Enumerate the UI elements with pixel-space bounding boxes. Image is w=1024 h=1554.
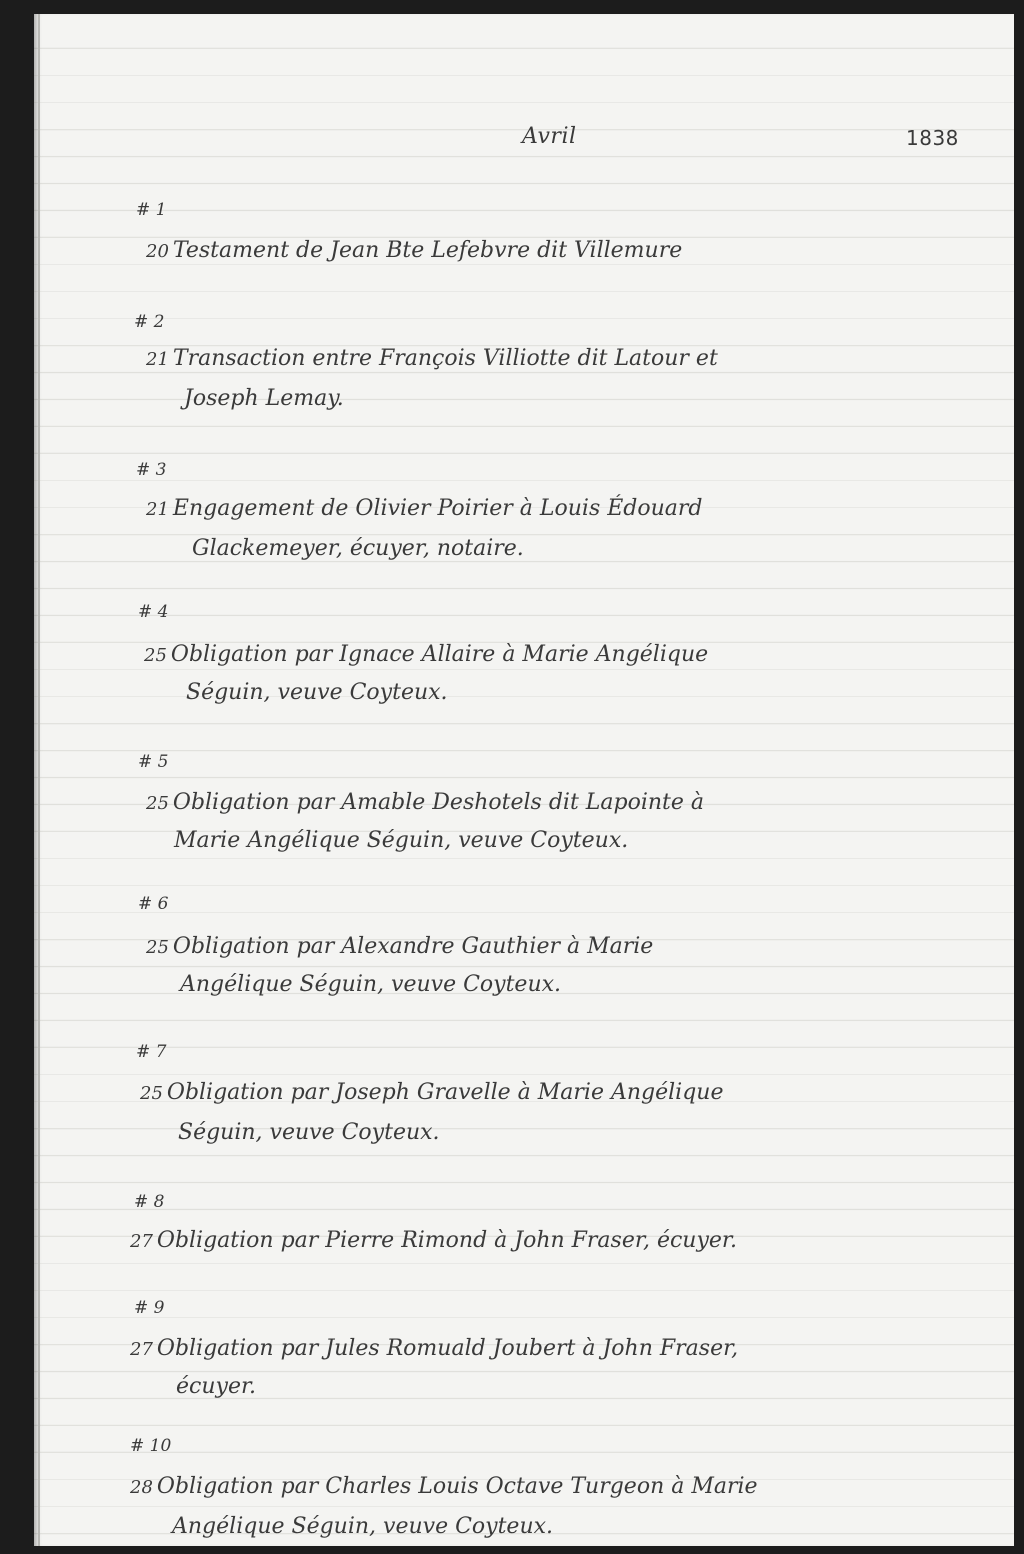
entry-day: 21 bbox=[146, 499, 169, 520]
page-month-heading: Avril bbox=[522, 124, 577, 149]
entry-line-continued: Séguin, veuve Coyteux. bbox=[186, 680, 448, 705]
page-margin-line bbox=[38, 14, 40, 1546]
entry-line-continued: Glackemeyer, écuyer, notaire. bbox=[192, 536, 524, 561]
entry-day: 20 bbox=[146, 241, 169, 262]
entry-text: Obligation par Amable Deshotels dit Lapointe à bbox=[172, 790, 705, 815]
entry-day: 25 bbox=[146, 793, 169, 814]
entry-line bbox=[146, 496, 703, 521]
entry-number: # 4 bbox=[138, 602, 169, 622]
entry-text: Obligation par Pierre Rimond à John Fraser, écuyer. bbox=[156, 1228, 737, 1253]
entry-number: # 6 bbox=[138, 894, 169, 914]
entry-day: 27 bbox=[130, 1339, 153, 1360]
notebook-page bbox=[34, 14, 1014, 1546]
entry-day: 25 bbox=[140, 1083, 163, 1104]
entry-line bbox=[144, 642, 708, 667]
entry-day: 28 bbox=[130, 1477, 153, 1498]
entry-text: Obligation par Joseph Gravelle à Marie Angélique bbox=[166, 1080, 724, 1105]
entry-day: 27 bbox=[130, 1231, 153, 1252]
entry-line bbox=[146, 934, 653, 959]
entry-text: Engagement de Olivier Poirier à Louis Édouard bbox=[172, 496, 703, 521]
entry-line bbox=[130, 1228, 737, 1253]
entry-day: 25 bbox=[144, 645, 167, 666]
entry-number: # 9 bbox=[134, 1298, 165, 1318]
entry-line bbox=[130, 1336, 738, 1361]
entry-text: Obligation par Alexandre Gauthier à Marie bbox=[172, 934, 654, 959]
entry-text: Obligation par Jules Romuald Joubert à John Fraser, bbox=[156, 1336, 739, 1361]
entry-number: # 8 bbox=[134, 1192, 165, 1212]
entry-number: # 7 bbox=[136, 1042, 167, 1062]
entry-line-continued: Angélique Séguin, veuve Coyteux. bbox=[172, 1514, 554, 1539]
entry-line-continued: Joseph Lemay. bbox=[184, 386, 344, 411]
entry-number: # 1 bbox=[136, 200, 167, 220]
entry-line-continued: Marie Angélique Séguin, veuve Coyteux. bbox=[174, 828, 629, 853]
entry-line bbox=[146, 238, 682, 263]
entry-text: Testament de Jean Bte Lefebvre dit Villemure bbox=[172, 238, 683, 263]
entry-number: # 10 bbox=[130, 1436, 172, 1456]
entry-text: Obligation par Ignace Allaire à Marie Angélique bbox=[170, 642, 709, 667]
entry-number: # 3 bbox=[136, 460, 167, 480]
entry-line bbox=[130, 1474, 758, 1499]
page-year: 1838 bbox=[906, 126, 959, 150]
entry-day: 21 bbox=[146, 349, 169, 370]
entry-line bbox=[146, 346, 718, 371]
entry-line-continued: Séguin, veuve Coyteux. bbox=[178, 1120, 440, 1145]
entry-line bbox=[140, 1080, 723, 1105]
entry-text: Obligation par Charles Louis Octave Turgeon à Marie bbox=[156, 1474, 758, 1499]
entry-text: Transaction entre François Villiotte dit Latour et bbox=[172, 346, 718, 371]
entry-line-continued: écuyer. bbox=[176, 1374, 257, 1399]
entry-number: # 5 bbox=[138, 752, 169, 772]
entry-line-continued: Angélique Séguin, veuve Coyteux. bbox=[180, 972, 562, 997]
entry-line bbox=[146, 790, 704, 815]
entry-day: 25 bbox=[146, 937, 169, 958]
entry-number: # 2 bbox=[134, 312, 165, 332]
